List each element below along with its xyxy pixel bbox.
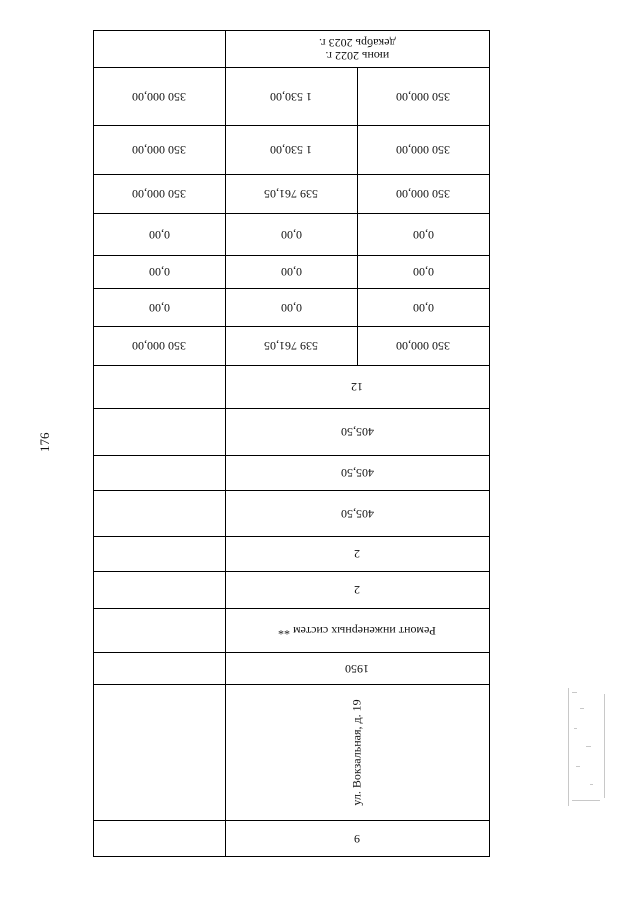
amount-cell: 0,00 bbox=[280, 300, 302, 315]
amount-cell: 350 000,00 bbox=[132, 89, 186, 104]
amount-cell: 350 000,00 bbox=[396, 339, 450, 353]
header-line-2: декабрь 2023 г. bbox=[318, 35, 396, 50]
info-cell: 1950 bbox=[345, 661, 369, 676]
amount-cell: 350 000,00 bbox=[396, 89, 450, 104]
info-cell: 405,50 bbox=[340, 466, 374, 480]
info-cell: 2 bbox=[354, 547, 360, 561]
amount-cell: 350 000,00 bbox=[396, 143, 450, 157]
amount-cell: 0,00 bbox=[148, 227, 170, 242]
info-cell: 9 bbox=[354, 831, 360, 846]
amount-cell: 0,00 bbox=[148, 265, 170, 279]
address-cell: ул. Вокзальная, д. 19 bbox=[349, 698, 364, 806]
page-number: 176 bbox=[37, 432, 52, 452]
amount-cell: 350 000,00 bbox=[396, 187, 450, 201]
amount-cell: 0,00 bbox=[280, 265, 302, 279]
amount-cell: 1 530,00 bbox=[270, 143, 312, 157]
amount-cell: 350 000,00 bbox=[132, 187, 186, 201]
amount-cell: 0,00 bbox=[280, 227, 302, 242]
data-table bbox=[93, 30, 490, 857]
amount-cell: 539 761,05 bbox=[264, 187, 318, 201]
amount-cell: 539 761,05 bbox=[264, 339, 318, 353]
info-cell: Ремонт инженерных систем ** bbox=[278, 623, 436, 638]
amount-cell: 0,00 bbox=[412, 227, 434, 242]
amount-cell: 350 000,00 bbox=[132, 339, 186, 353]
info-cell: 405,50 bbox=[340, 506, 374, 521]
amount-cell: 0,00 bbox=[412, 265, 434, 279]
info-cell: 2 bbox=[354, 583, 360, 597]
info-cell: 405,50 bbox=[340, 425, 374, 439]
header-cell bbox=[225, 30, 489, 67]
amount-cell: 350 000,00 bbox=[132, 143, 186, 157]
amount-cell: 1 530,00 bbox=[270, 89, 312, 104]
amount-cell: 0,00 bbox=[148, 300, 170, 315]
info-cell: 12 bbox=[351, 380, 363, 394]
amount-cell: 0,00 bbox=[412, 300, 434, 315]
scan-stamp-mark bbox=[566, 688, 608, 806]
header-line-1: июнь 2022 г. bbox=[325, 48, 389, 63]
